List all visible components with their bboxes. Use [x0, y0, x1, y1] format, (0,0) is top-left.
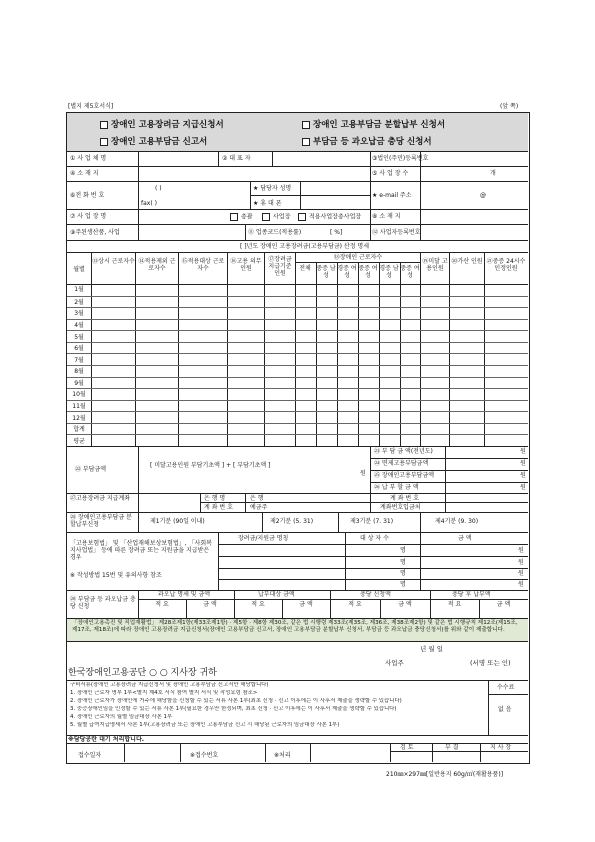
- th-excluded: ⑭적용제외 근로자수: [138, 258, 176, 272]
- title-label: 장애인 고용장려금 지급신청서: [111, 120, 224, 130]
- levy-item-unit: 원: [520, 472, 526, 479]
- attachment-item: 구비서류(장애인 고용장려금 지급신청서 및 장애인 고용부담금 신고서만 해당합니다): [70, 682, 269, 688]
- levy-item-unit: 원: [520, 484, 526, 491]
- bank-field[interactable]: 은 행: [250, 495, 264, 502]
- month-label: 8월: [74, 368, 84, 376]
- installment-1: 제1기분 (90일 이내): [150, 518, 205, 525]
- th-sub-1: 중증 남성: [316, 265, 336, 279]
- industry-code-label: ⑪ 업종코드(적용률): [248, 229, 302, 236]
- th-shortfall: ⑲미달 고용인원: [422, 258, 448, 272]
- th-severe: ㉑중증 24시수 인정인원: [486, 258, 526, 272]
- bank-name-label: 은 행 명: [204, 495, 226, 502]
- received-date-label: 접수일자: [78, 752, 102, 759]
- month-label: 10월: [72, 391, 86, 399]
- refund-sub-desc: 적 요: [251, 601, 265, 608]
- refund-sub-desc: 적 요: [348, 601, 362, 608]
- form-side: (앞 쪽): [500, 103, 519, 110]
- count-unit: 명: [400, 559, 406, 566]
- count-unit: 명: [400, 581, 406, 588]
- business-number-label: ⑫ 사업자등록번호: [372, 229, 421, 236]
- scope-check-2[interactable]: 사업장: [262, 213, 290, 221]
- checkbox[interactable]: [302, 121, 310, 129]
- th-disabled: ⑱장애인 근로자수: [333, 254, 383, 261]
- title-label: 장애인 고용부담금 분할납부 신청서: [313, 120, 446, 130]
- refund-h2: 납부대상 금액: [258, 591, 295, 598]
- refund-sub-amount: 금 액: [203, 601, 217, 608]
- amount-unit: 원: [518, 581, 524, 588]
- workplace-name-label: ⑦ 사 업 장 명: [70, 213, 107, 220]
- workplace-location-label: ⑧ 소 재 지: [372, 213, 401, 220]
- subsidy-text: 「고용보험법」 및 「산업재해보상보험법」, 「사회복지사업법」 등에 따른 장려금 또는 지원금을 지급받은 경우: [70, 540, 212, 561]
- review-label: 검 토: [400, 744, 414, 751]
- amount-unit: 원: [518, 559, 524, 566]
- title-item-2[interactable]: [302, 118, 445, 130]
- email-label: ★ e-mail 주소: [372, 192, 412, 199]
- month-label: 7월: [74, 356, 84, 364]
- mobile-label: ★ 휴 대 폰: [253, 200, 282, 207]
- phone-label: ⑥전 화 번 호: [70, 192, 105, 199]
- refund-h1: 과오납 명세 및 금액: [158, 591, 211, 598]
- th-mandatory: ⑯고용 의무인원: [230, 258, 262, 272]
- month-label: 5월: [74, 333, 84, 341]
- fax-field[interactable]: fax( ): [141, 200, 157, 207]
- fee-label: 수수료: [497, 684, 515, 691]
- th-sub-3: 중증 여성: [358, 265, 378, 279]
- contact-name-label: ★ 담당자 성명: [253, 185, 292, 192]
- levy-formula: [ 미달고용인원 부담기초액 ] + [ 부담기초액 ]: [150, 462, 271, 469]
- paper-spec: 210㎜×297㎜[일반용지 60g/㎡(재활용품)]: [386, 771, 504, 778]
- refund-h4: 충당 후 납부액: [452, 591, 491, 598]
- installment-label: ㉘ 장애인고용부담금 분할납부신청: [70, 514, 132, 528]
- recipient: 한국장애인고용공단 ○ ○ 지사장 귀하: [68, 668, 217, 678]
- business-name-label: ① 사 업 체 명: [70, 155, 107, 162]
- main-product-label: ⑨주된생산품, 사업: [70, 229, 120, 236]
- attachment-item: 4. 장애인 근로자의 월별 임금대장 사본 1부: [70, 714, 173, 720]
- levy-item-label: ㉕ 장애인고용부담금액: [374, 472, 435, 479]
- levy-item-unit: 원: [520, 460, 526, 467]
- th-regular: ⑬상시 근로자수: [92, 258, 135, 265]
- branch-head-label: 지 사 장: [490, 744, 512, 751]
- refund-h3: 충당 신청액: [360, 591, 391, 598]
- table-caption: [ ]년도 장애인 고용장려금(고용부담금) 산정 명세: [240, 243, 370, 250]
- levy-unit: 원: [360, 470, 366, 477]
- month-label: 2월: [74, 298, 84, 306]
- refund-sub-amount: 금 액: [398, 601, 412, 608]
- title-label: 장애인 고용부담금 신고서: [111, 137, 208, 147]
- month-label: 3월: [74, 310, 84, 318]
- title-item-1[interactable]: [100, 118, 224, 130]
- month-label: 합계: [73, 426, 85, 434]
- registration-number-label: ③법인(주민)등록번호: [372, 155, 429, 162]
- checkbox[interactable]: [100, 121, 108, 129]
- attachment-item: 2. 장애인 근로자가 장애인에 거주에 해당함을 신청할 수 있는 서류 사본 1부(최초 신청 · 신고 이후에는 이 사후서 제출을 생략할 수 있습니다): [70, 698, 402, 704]
- location-label: ④ 소 재 지: [70, 170, 99, 177]
- account-target: 계좌번호입금처: [380, 504, 421, 511]
- month-label: 1월: [74, 286, 84, 294]
- scope-check-3[interactable]: 적용사업장총사업장: [298, 213, 361, 221]
- th-extra: ⑳가산 인원: [451, 258, 483, 265]
- refund-sub-amount: 금 액: [299, 601, 313, 608]
- subsidy-amount-header: 금 액: [458, 535, 472, 542]
- attachment-item: 5. 월별 급여지급명세서 사본 1부(고용장려금 또는 장애인 고용부담금 신고 시 해당된 근로자의 임금대장 사본 1부): [70, 722, 340, 728]
- date-line: 년 월 일: [420, 645, 443, 653]
- count-unit: 명: [400, 547, 406, 554]
- refund-sub-desc: 적 요: [155, 601, 169, 608]
- month-label: 평균: [73, 437, 85, 445]
- process-label: ※담당공란 대기 처리합니다.: [68, 736, 145, 743]
- th-sub-2: 경증 여성: [337, 265, 357, 279]
- installment-4: 제4기분 (9. 30): [435, 518, 479, 525]
- th-month: 월별: [73, 266, 85, 273]
- subsidy-note: ※ 작성방법 15번 및 유의사항 참조: [70, 572, 162, 579]
- th-applicable: ⑮적용대상 근로자수: [181, 258, 225, 272]
- levy-item-label: ㉓ 부 담 금 액(전년도): [374, 448, 433, 455]
- tel-field[interactable]: ( ): [155, 185, 162, 192]
- levy-amount-label: ㉒ 부담금액: [75, 466, 107, 473]
- refund-label: ⑳ 부담금 등 과오납금 충당 신청: [70, 596, 136, 610]
- scope-check-1[interactable]: 총괄: [230, 213, 253, 221]
- amount-unit: 원: [518, 570, 524, 577]
- subsidy-name-header: 장려금/지원금 명칭: [238, 535, 289, 542]
- email-at: @: [480, 192, 486, 199]
- th-sub-4: 경증 남성: [379, 265, 399, 279]
- signature-field[interactable]: (서명 또는 인): [470, 659, 511, 667]
- account-label: ㉗고용장려금 지급계좌: [70, 495, 131, 502]
- levy-item-unit: 원: [520, 448, 526, 455]
- processing-label: ※처리: [274, 752, 291, 759]
- month-label: 12월: [72, 414, 86, 422]
- checkbox[interactable]: [100, 138, 108, 146]
- title-item-3[interactable]: [100, 135, 207, 147]
- th-sub-0: 전체: [299, 265, 311, 272]
- levy-item-label: ㉔ 면제고용부담금액: [374, 460, 429, 467]
- month-label: 9월: [74, 379, 84, 387]
- checkbox[interactable]: [302, 138, 310, 146]
- received-number-label: ※접수번호: [190, 752, 219, 759]
- attachment-item: 1. 장애인 근로자 명부 1부<별지 제4호 서식 참여 별지 서식 및 작성요령 참조>: [70, 690, 258, 696]
- table-row: [67, 284, 528, 296]
- month-label: 11월: [72, 402, 86, 410]
- fee-value: 없 음: [498, 706, 512, 713]
- depositor-field[interactable]: 예금주: [250, 504, 268, 511]
- workplace-count-label: ⑤ 사 업 장 수: [372, 170, 409, 177]
- month-label: 6월: [74, 345, 84, 353]
- th-incentive-base: ⑰장려금 지급기준 인원: [268, 256, 292, 277]
- count-unit: 명: [400, 570, 406, 577]
- refund-sub-desc: 적 요: [447, 601, 462, 608]
- account-number-label: 계 좌 번 호: [204, 504, 233, 511]
- representative-label: ② 대 표 자: [222, 155, 251, 162]
- workplace-unit: 개: [490, 170, 496, 177]
- title-item-4[interactable]: [302, 135, 432, 147]
- refund-sub-amount: 금 액: [496, 601, 511, 608]
- form-number: [별지 제5호서식]: [68, 103, 114, 110]
- month-label: 4월: [74, 321, 84, 329]
- installment-2: 제2기분 (5. 31): [270, 518, 314, 525]
- decision-label: 부 결: [445, 744, 459, 751]
- attachment-item: 3. 중증장애인임을 인정할 수 있는 서류 사본 1부(필요한 경우만 한정되며, 최초 신청 · 신고 이후에는 이 사후서 제출을 생략할 수 있습니다): [70, 706, 397, 712]
- account-number-right: 계 좌 번 호: [390, 495, 419, 502]
- rate-field[interactable]: [ %]: [330, 229, 343, 236]
- declaration-text: 「장애인고용촉진 및 직업재활법」 제28조제1항(제33조제1항) · 제5항 · 제8항 제30조, 같은 법 시행령 제33조(제35조, 제36조, 제38조제2항) 및 같은 법 시행규칙 제12조(제15조, 제17조, 제18조)에 따라 장애인 고용장려금 지급신청서(장애인 고용부담금 신고서, 장애인 고용부담금 분할납부 신청서, 부담금 등 과오납금 충당신청서)를 위와 같이 제출합니다.: [72, 620, 518, 633]
- amount-unit: 원: [518, 547, 524, 554]
- subsidy-count-header: 대 상 자 수: [360, 535, 389, 542]
- installment-3: 제3기분 (7. 31): [350, 518, 394, 525]
- th-sub-5: 중증 여성: [400, 265, 420, 279]
- title-label: 부담금 등 과오납금 충당 신청서: [313, 137, 432, 147]
- levy-item-label: ㉖ 납 부 할 금 액: [374, 484, 419, 491]
- signer-label: 사업주: [385, 659, 404, 667]
